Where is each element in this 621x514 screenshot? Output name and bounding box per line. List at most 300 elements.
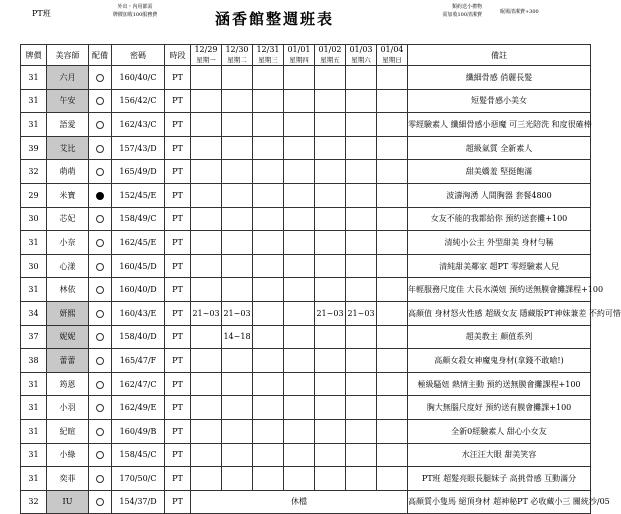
slot-cell xyxy=(346,349,377,373)
slot-cell xyxy=(253,349,284,373)
empty-circle-icon xyxy=(96,121,104,129)
header-row xyxy=(21,45,591,66)
table-row xyxy=(21,372,591,396)
accessory-cell xyxy=(89,231,112,255)
slot-cell xyxy=(284,278,315,302)
period-cell: PT xyxy=(165,254,191,278)
slot-cell xyxy=(222,113,253,137)
slot-cell xyxy=(315,183,346,207)
slot-cell xyxy=(315,443,346,467)
slot-cell: 21~03 xyxy=(191,301,222,325)
remarks-cell: 女友不能的我都給你 預約送套攤+100 xyxy=(408,207,591,231)
slot-cell xyxy=(222,160,253,184)
slot-cell xyxy=(191,467,222,491)
name-cell: 蕾蕾 xyxy=(47,349,89,373)
table-row xyxy=(21,160,591,184)
col-period: 時段 xyxy=(165,45,191,66)
code-cell: 160/49/B xyxy=(112,419,165,443)
accessory-cell xyxy=(89,419,112,443)
table-row xyxy=(21,419,591,443)
slot-cell: 21~03 xyxy=(315,301,346,325)
period-cell: PT xyxy=(165,207,191,231)
code-cell: 156/42/C xyxy=(112,89,165,113)
code-cell: 162/43/C xyxy=(112,113,165,137)
accessory-cell xyxy=(89,278,112,302)
rank-cell: 31 xyxy=(21,89,47,113)
slot-cell xyxy=(315,207,346,231)
col-day xyxy=(315,45,346,66)
remarks-cell: 清純甜美鄰家 超PT 零經驗素人兒 xyxy=(408,254,591,278)
table-row xyxy=(21,301,591,325)
slot-cell xyxy=(315,372,346,396)
remarks-cell: 年輕服務尺度佳 大長水漢妞 預約送無膜會攤課程+100 xyxy=(408,278,591,302)
slot-cell xyxy=(253,136,284,160)
code-cell: 154/37/D xyxy=(112,490,165,514)
table-row xyxy=(21,443,591,467)
slot-cell xyxy=(377,349,408,373)
period-cell: PT xyxy=(165,467,191,491)
period-cell: PT xyxy=(165,349,191,373)
remarks-cell: 短髮骨感小美女 xyxy=(408,89,591,113)
slot-cell xyxy=(377,89,408,113)
empty-circle-icon xyxy=(96,475,104,483)
name-cell: 小羽 xyxy=(47,396,89,420)
code-cell: 170/50/C xyxy=(112,467,165,491)
slot-cell xyxy=(315,160,346,184)
col-day xyxy=(253,45,284,66)
slot-cell xyxy=(346,136,377,160)
slot-cell xyxy=(222,467,253,491)
slot-cell xyxy=(377,113,408,137)
slot-cell xyxy=(284,66,315,90)
period-cell: PT xyxy=(165,325,191,349)
slot-cell xyxy=(191,231,222,255)
slot-cell xyxy=(377,207,408,231)
slot-cell xyxy=(191,396,222,420)
empty-circle-icon xyxy=(96,451,104,459)
name-cell: 芯妃 xyxy=(47,207,89,231)
slot-cell xyxy=(253,467,284,491)
day-date: 12/29 xyxy=(194,45,218,54)
accessory-cell xyxy=(89,325,112,349)
slot-cell xyxy=(346,396,377,420)
accessory-cell xyxy=(89,396,112,420)
slot-cell xyxy=(222,254,253,278)
slot-cell xyxy=(284,207,315,231)
col-day xyxy=(222,45,253,66)
period-cell: PT xyxy=(165,113,191,137)
schedule-table xyxy=(20,44,621,514)
accessory-cell xyxy=(89,89,112,113)
slot-cell xyxy=(191,419,222,443)
table-row xyxy=(21,183,591,207)
empty-circle-icon xyxy=(96,239,104,247)
name-cell: 萌萌 xyxy=(47,160,89,184)
accessory-cell xyxy=(89,136,112,160)
code-cell: 160/40/D xyxy=(112,278,165,302)
empty-circle-icon xyxy=(96,74,104,82)
slot-cell xyxy=(284,349,315,373)
period-cell: PT xyxy=(165,372,191,396)
slot-cell xyxy=(284,136,315,160)
slot-cell xyxy=(315,278,346,302)
slot-cell xyxy=(284,254,315,278)
name-cell: 午安 xyxy=(47,89,89,113)
day-date: 01/02 xyxy=(318,45,342,54)
code-cell: 165/49/D xyxy=(112,160,165,184)
slot-cell xyxy=(377,301,408,325)
accessory-cell xyxy=(89,183,112,207)
code-cell: 158/40/D xyxy=(112,325,165,349)
code-cell: 165/47/F xyxy=(112,349,165,373)
slot-cell xyxy=(253,160,284,184)
col-day xyxy=(191,45,222,66)
name-cell: 妮妮 xyxy=(47,325,89,349)
rank-cell: 31 xyxy=(21,443,47,467)
slot-cell xyxy=(346,66,377,90)
slot-cell xyxy=(222,419,253,443)
table-row xyxy=(21,113,591,137)
period-cell: PT xyxy=(165,490,191,514)
table-row xyxy=(21,278,591,302)
slot-cell xyxy=(253,113,284,137)
slot-cell xyxy=(222,136,253,160)
table-row xyxy=(21,467,591,491)
remarks-cell: 甜美嬌羞 堅挺飽滿 xyxy=(408,160,591,184)
slot-cell xyxy=(253,207,284,231)
rank-cell: 32 xyxy=(21,160,47,184)
slot-cell xyxy=(315,349,346,373)
slot-cell xyxy=(222,278,253,302)
rank-cell: 30 xyxy=(21,254,47,278)
name-cell: 小綠 xyxy=(47,443,89,467)
header-note-left-line1: 外出・內用都需 xyxy=(117,4,153,10)
rank-cell: 31 xyxy=(21,113,47,137)
slot-cell xyxy=(191,136,222,160)
empty-circle-icon xyxy=(96,263,104,271)
name-cell: 筠恩 xyxy=(47,372,89,396)
rank-cell: 37 xyxy=(21,325,47,349)
slot-cell xyxy=(315,396,346,420)
slot-cell xyxy=(284,89,315,113)
slot-cell xyxy=(377,278,408,302)
slot-cell xyxy=(315,419,346,443)
name-cell: 奕菲 xyxy=(47,467,89,491)
slot-cell xyxy=(284,183,315,207)
remarks-cell: 全新0經驗素人 甜心小女友 xyxy=(408,419,591,443)
table-row xyxy=(21,349,591,373)
slot-cell xyxy=(377,325,408,349)
slot-cell xyxy=(191,254,222,278)
period-cell: PT xyxy=(165,160,191,184)
empty-circle-icon xyxy=(96,286,104,294)
day-weekday: 星期四 xyxy=(289,56,309,64)
slot-cell xyxy=(191,113,222,137)
slot-cell xyxy=(253,183,284,207)
slot-cell xyxy=(253,443,284,467)
rank-cell: 34 xyxy=(21,301,47,325)
rank-cell: 39 xyxy=(21,136,47,160)
day-weekday: 星期三 xyxy=(258,56,278,64)
slot-cell xyxy=(191,349,222,373)
empty-circle-icon xyxy=(96,310,104,318)
code-cell: 160/45/D xyxy=(112,254,165,278)
table-row xyxy=(21,66,591,90)
slot-cell xyxy=(253,89,284,113)
filled-circle-icon xyxy=(96,192,104,200)
accessory-cell xyxy=(89,349,112,373)
slot-cell xyxy=(253,301,284,325)
empty-circle-icon xyxy=(96,498,104,506)
slot-cell xyxy=(346,419,377,443)
slot-cell xyxy=(346,443,377,467)
name-cell: 林依 xyxy=(47,278,89,302)
slot-cell xyxy=(222,89,253,113)
name-cell: 紀暄 xyxy=(47,419,89,443)
name-cell: 米寶 xyxy=(47,183,89,207)
empty-circle-icon xyxy=(96,381,104,389)
empty-circle-icon xyxy=(96,428,104,436)
slot-cell xyxy=(284,231,315,255)
period-cell: PT xyxy=(165,301,191,325)
name-cell: IU xyxy=(47,490,89,514)
period-cell: PT xyxy=(165,396,191,420)
remarks-cell: 高顏女殺女神魔鬼身材(拿錢不敢嗆!) xyxy=(408,349,591,373)
day-weekday: 星期五 xyxy=(320,56,340,64)
remarks-cell: 超美教主 顏值系列 xyxy=(408,325,591,349)
rank-cell: 30 xyxy=(21,207,47,231)
col-accessory: 配備 xyxy=(89,45,112,66)
rank-cell: 31 xyxy=(21,467,47,491)
rank-cell: 31 xyxy=(21,396,47,420)
table-row xyxy=(21,231,591,255)
name-cell: 心漾 xyxy=(47,254,89,278)
remarks-cell: 纖細骨感 俏麗長髮 xyxy=(408,66,591,90)
header-note-right-line1: 類約送小禮物 xyxy=(451,4,482,10)
accessory-cell xyxy=(89,66,112,90)
slot-cell xyxy=(253,325,284,349)
slot-cell xyxy=(377,254,408,278)
slot-cell xyxy=(377,66,408,90)
slot-cell xyxy=(253,231,284,255)
name-cell: 小奈 xyxy=(47,231,89,255)
slot-cell xyxy=(191,325,222,349)
code-cell: 162/49/E xyxy=(112,396,165,420)
accessory-cell xyxy=(89,254,112,278)
slot-cell xyxy=(377,160,408,184)
rank-cell: 31 xyxy=(21,231,47,255)
day-date: 01/01 xyxy=(287,45,311,54)
name-cell: 艾比 xyxy=(47,136,89,160)
accessory-cell xyxy=(89,372,112,396)
slot-cell: 21~03 xyxy=(222,301,253,325)
col-day xyxy=(346,45,377,66)
slot-cell xyxy=(222,66,253,90)
empty-circle-icon xyxy=(96,97,104,105)
header-note-left-line2: 牌價加收100服務費 xyxy=(112,12,158,18)
slot-cell xyxy=(377,467,408,491)
remarks-cell: 高顏質小隻馬 絕頂身材 超神秘PT 必收藏小三 關統沙/05 xyxy=(408,490,591,514)
slot-cell xyxy=(284,419,315,443)
accessory-cell xyxy=(89,467,112,491)
slot-cell xyxy=(191,66,222,90)
slot-cell xyxy=(191,183,222,207)
slot-cell xyxy=(315,325,346,349)
col-name: 美容師 xyxy=(47,45,89,66)
period-cell: PT xyxy=(165,136,191,160)
slot-cell xyxy=(222,372,253,396)
day-weekday: 星期六 xyxy=(351,56,371,64)
slot-cell xyxy=(377,396,408,420)
remarks-cell: 胸大無腦尺度好 預約送有膜會攤課+100 xyxy=(408,396,591,420)
col-day xyxy=(377,45,408,66)
rank-cell: 31 xyxy=(21,66,47,90)
slot-cell xyxy=(315,89,346,113)
slot-cell xyxy=(346,160,377,184)
day-date: 01/04 xyxy=(380,45,404,54)
slot-cell xyxy=(377,231,408,255)
table-row xyxy=(21,254,591,278)
slot-cell xyxy=(346,278,377,302)
accessory-cell xyxy=(89,490,112,514)
slot-cell xyxy=(315,231,346,255)
slot-cell xyxy=(346,254,377,278)
col-remarks: 備註 xyxy=(408,45,591,66)
rank-cell: 31 xyxy=(21,372,47,396)
empty-circle-icon xyxy=(96,145,104,153)
name-cell: 六月 xyxy=(47,66,89,90)
slot-cell xyxy=(377,372,408,396)
slot-cell xyxy=(253,396,284,420)
empty-circle-icon xyxy=(96,333,104,341)
day-date: 12/30 xyxy=(225,45,249,54)
slot-cell xyxy=(377,136,408,160)
slot-cell xyxy=(346,113,377,137)
name-cell: 語愛 xyxy=(47,113,89,137)
slot-cell xyxy=(191,443,222,467)
code-cell: 162/47/C xyxy=(112,372,165,396)
remarks-cell: 清純小公主 外型甜美 身材勻稱 xyxy=(408,231,591,255)
slot-cell xyxy=(315,467,346,491)
merged-slot-cell: 休檔 xyxy=(191,490,408,514)
code-cell: 158/49/C xyxy=(112,207,165,231)
period-cell: PT xyxy=(165,278,191,302)
remarks-cell: 高顏值 身材怒火性感 超級女友 隱藏版PT神妹兼差 不約可惜 xyxy=(408,301,591,325)
period-cell: PT xyxy=(165,419,191,443)
slot-cell xyxy=(346,325,377,349)
page-title: 涵香館整週班表 xyxy=(215,10,335,28)
rank-cell: 38 xyxy=(21,349,47,373)
code-cell: 160/40/C xyxy=(112,66,165,90)
code-cell: 160/43/E xyxy=(112,301,165,325)
slot-cell xyxy=(315,254,346,278)
slot-cell xyxy=(222,231,253,255)
slot-cell xyxy=(191,278,222,302)
col-rank: 牌價 xyxy=(21,45,47,66)
slot-cell xyxy=(253,372,284,396)
slot-cell xyxy=(284,443,315,467)
code-cell: 157/43/D xyxy=(112,136,165,160)
slot-cell: 14~18 xyxy=(222,325,253,349)
slot-cell xyxy=(191,160,222,184)
slot-cell xyxy=(222,443,253,467)
header-note-far-right: 眠場清潔費+300 xyxy=(500,9,539,15)
remarks-cell: 零經驗素人 纖細骨感小惡魔 可三光陪洗 和度很確棒 xyxy=(408,113,591,137)
slot-cell xyxy=(191,207,222,231)
slot-cell xyxy=(377,183,408,207)
day-date: 12/31 xyxy=(256,45,280,54)
period-cell: PT xyxy=(165,231,191,255)
slot-cell xyxy=(315,113,346,137)
rank-cell: 31 xyxy=(21,419,47,443)
schedule-body xyxy=(21,66,621,514)
slot-cell xyxy=(284,160,315,184)
empty-circle-icon xyxy=(96,215,104,223)
slot-cell xyxy=(222,396,253,420)
rank-cell: 29 xyxy=(21,183,47,207)
period-cell: PT xyxy=(165,183,191,207)
header-note-left xyxy=(90,3,180,19)
slot-cell xyxy=(284,372,315,396)
empty-circle-icon xyxy=(96,357,104,365)
rank-cell: 32 xyxy=(21,490,47,514)
slot-cell xyxy=(253,278,284,302)
accessory-cell xyxy=(89,207,112,231)
slot-cell xyxy=(315,136,346,160)
day-date: 01/03 xyxy=(349,45,373,54)
slot-cell xyxy=(377,419,408,443)
table-row xyxy=(21,396,591,420)
slot-cell xyxy=(284,301,315,325)
header-note-right-line2: 需加收100清潔費 xyxy=(442,12,482,18)
accessory-cell xyxy=(89,160,112,184)
schedule-class-label: PT班 xyxy=(32,9,51,18)
day-weekday: 星期二 xyxy=(227,56,247,64)
slot-cell xyxy=(253,66,284,90)
remarks-cell: 超級氣質 全新素人 xyxy=(408,136,591,160)
name-cell: 妍熙 xyxy=(47,301,89,325)
slot-cell xyxy=(284,396,315,420)
slot-cell xyxy=(191,89,222,113)
remarks-cell: 水汪汪大眼 甜美笑容 xyxy=(408,443,591,467)
period-cell: PT xyxy=(165,89,191,113)
header-note-right xyxy=(382,3,482,19)
slot-cell xyxy=(284,467,315,491)
slot-cell xyxy=(346,467,377,491)
accessory-cell xyxy=(89,113,112,137)
slot-cell xyxy=(377,443,408,467)
remarks-cell: 波濤洶湧 人間胸器 套餐4800 xyxy=(408,183,591,207)
empty-circle-icon xyxy=(96,404,104,412)
day-weekday: 星期一 xyxy=(196,56,216,64)
table-row xyxy=(21,490,591,514)
slot-cell xyxy=(222,207,253,231)
slot-cell xyxy=(346,207,377,231)
day-weekday: 星期日 xyxy=(382,56,402,64)
code-cell: 158/45/C xyxy=(112,443,165,467)
slot-cell xyxy=(222,349,253,373)
period-cell: PT xyxy=(165,66,191,90)
table-row xyxy=(21,325,591,349)
remarks-cell: 極級騷妞 熱情主動 預約送無膜會攤課程+100 xyxy=(408,372,591,396)
slot-cell xyxy=(346,183,377,207)
slot-cell xyxy=(222,183,253,207)
remarks-cell: PT班 超髮亮眼長腿妹子 高挑骨感 互動滿分 xyxy=(408,467,591,491)
col-code: 密碼 xyxy=(112,45,165,66)
slot-cell xyxy=(284,325,315,349)
slot-cell: 21~03 xyxy=(346,301,377,325)
slot-cell xyxy=(253,419,284,443)
